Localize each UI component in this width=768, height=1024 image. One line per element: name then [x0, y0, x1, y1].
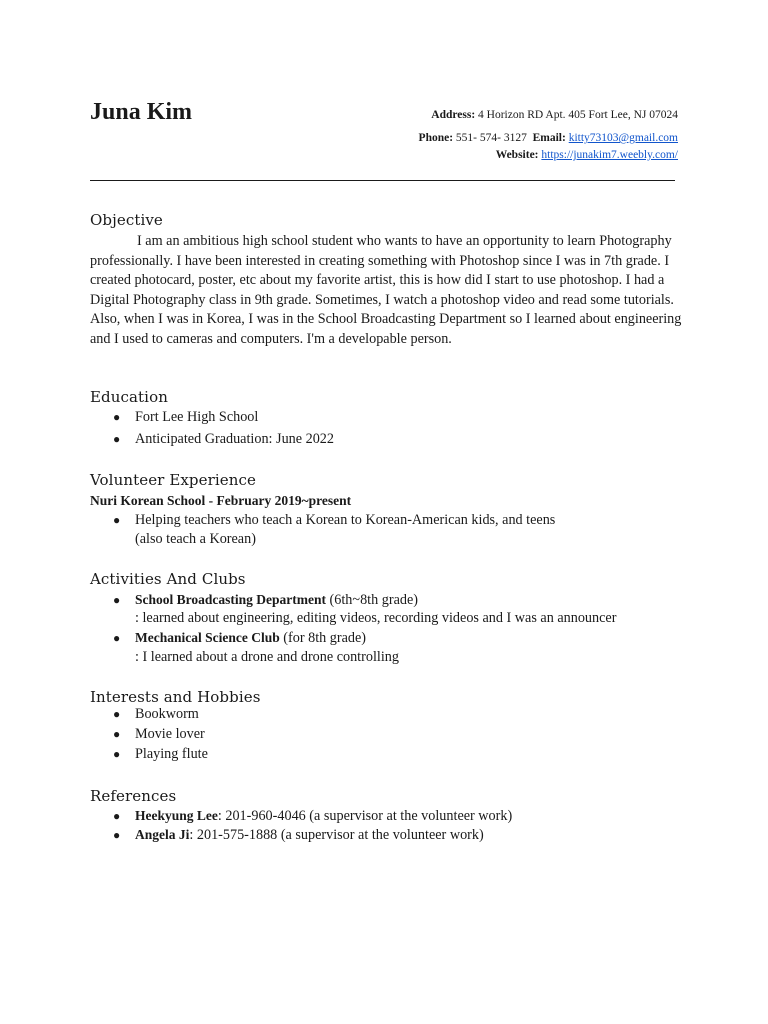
- phone-value: 551- 574- 3127: [455, 132, 527, 144]
- education-heading: Education: [90, 388, 168, 406]
- education-item-text: Anticipated Graduation: June 2022: [135, 431, 334, 447]
- phone-label: Phone:: [418, 132, 454, 144]
- bullet-icon: ●: [113, 747, 121, 761]
- interest-item: [113, 745, 208, 765]
- address-value: 4 Horizon RD Apt. 405 Fort Lee, NJ 07024: [478, 109, 678, 121]
- activity-detail: : I learned about a drone and drone controlling: [135, 649, 399, 665]
- bullet-icon: ●: [113, 410, 121, 424]
- address-line: [431, 107, 678, 123]
- address-label: Address:: [431, 109, 476, 121]
- email-link[interactable]: kitty73103@gmail.com: [568, 132, 678, 144]
- bullet-icon: ●: [113, 631, 121, 645]
- activity-period: (6th~8th grade): [326, 592, 418, 608]
- bullet-icon: ●: [113, 727, 121, 741]
- activity-detail: : learned about engineering, editing videos, recording videos and I was an announcer: [135, 610, 617, 626]
- reference-name: Heekyung Lee: [135, 808, 218, 823]
- activity-item: [113, 628, 366, 649]
- website-label: Website:: [495, 149, 539, 161]
- bullet-icon: ●: [113, 593, 121, 607]
- interests-heading: Interests and Hobbies: [90, 688, 261, 706]
- activities-heading: Activities And Clubs: [90, 570, 246, 588]
- interest-item-text: Playing flute: [135, 746, 208, 762]
- reference-name: Angela Ji: [135, 827, 190, 842]
- volunteer-item-text: Helping teachers who teach a Korean to Korean-American kids, and teens: [135, 512, 556, 528]
- education-item: [113, 430, 334, 450]
- objective-text: I am an ambitious high school student who wants to have an opportunity to learn Photography professionally. I have been interested in creating something with Photoshop since I was in 7th grade. I created photocard, poster, etc about my favorite artist, this is how did I start to use photoshop. I had a Digital Photography class in 9th grade. Sometimes, I watch a photoshop video and read some tutorials. Also, when I was in Korea, I was in the School Broadcasting Department so I learned about engineering and I used to cameras and computers. I'm a developable person.: [90, 233, 682, 347]
- objective-heading: Objective: [90, 211, 163, 229]
- reference-detail: : 201-575-1888 (a supervisor at the volunteer work): [189, 827, 484, 843]
- candidate-name: Juna Kim: [90, 99, 193, 125]
- interest-item: [113, 705, 199, 725]
- volunteer-heading: Volunteer Experience: [90, 471, 256, 489]
- bullet-icon: ●: [113, 707, 121, 721]
- bullet-icon: ●: [113, 432, 121, 446]
- website-link[interactable]: https://junakim7.weebly.com/: [541, 149, 678, 161]
- bullet-icon: ●: [113, 828, 121, 842]
- website-line: [496, 147, 678, 163]
- activity-item: [113, 590, 418, 611]
- bullet-icon: ●: [113, 809, 121, 823]
- bullet-icon: ●: [113, 513, 121, 527]
- volunteer-subheading: Nuri Korean School - February 2019~present: [90, 493, 352, 508]
- reference-item: [113, 825, 484, 846]
- references-heading: References: [90, 787, 177, 805]
- activity-period: (for 8th grade): [279, 630, 367, 646]
- volunteer-item-continuation: (also teach a Korean): [135, 531, 256, 547]
- email-label: Email:: [532, 132, 566, 144]
- volunteer-item: [113, 511, 555, 531]
- reference-detail: : 201-960-4046 (a supervisor at the volunteer work): [217, 808, 513, 824]
- interest-item: [113, 725, 205, 745]
- activity-name: Mechanical Science Club: [135, 630, 280, 645]
- activity-name: School Broadcasting Department: [135, 592, 326, 607]
- header-divider: [90, 180, 675, 181]
- phone-email-line: [419, 130, 678, 146]
- education-item: [113, 408, 258, 428]
- reference-item: [113, 806, 512, 827]
- interest-item-text: Movie lover: [135, 726, 205, 742]
- interest-item-text: Bookworm: [135, 706, 199, 722]
- education-item-text: Fort Lee High School: [135, 409, 259, 425]
